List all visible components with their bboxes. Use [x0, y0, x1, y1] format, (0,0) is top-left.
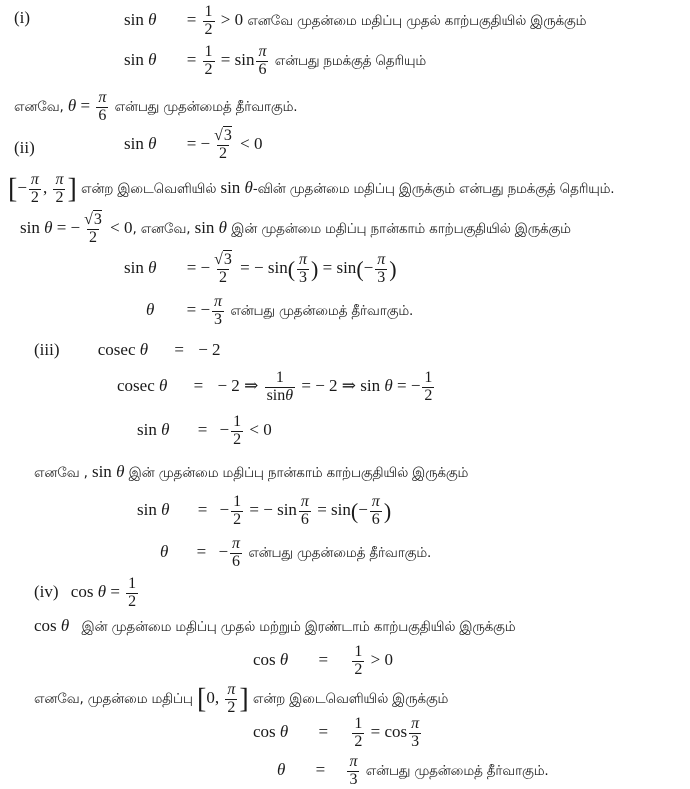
- part-iii-eq4: sin θ = − $\frac{1}{2}$ = − sin $\frac{\pi}{6}$ = sin(− $\frac{\pi}{6}$ ): [137, 493, 392, 528]
- part-iii-eq3: sin θ = − $\frac{1}{2}$ < 0: [137, 413, 272, 448]
- part-iii-eq2: cosec θ = − 2 ⇒ $\frac{1}{\sin\theta}$ = − 2 ⇒ sin θ = − $\frac{1}{2}$: [117, 369, 433, 404]
- fraction-half: $\frac{1}{2}$: [204, 3, 213, 38]
- part-label-iv: (iv): [34, 582, 59, 602]
- part-iv-eq1: (iv) cos θ = $\frac{1}{2}$: [34, 575, 137, 610]
- part-i-eq2: sin θ = $\frac{1}{2}$ = sin $\frac{\pi}{6}$ என்பது நமக்குத் தெரியும்: [124, 43, 427, 78]
- part-iii-quadrant: எனவே , sin θ இன் முதன்மை மதிப்பு நான்காம் காற்பகுதியில் இருக்கும்: [34, 462, 469, 481]
- part-iv-quadrant: cos θ இன் முதன்மை மதிப்பு முதல் மற்றும் இரண்டாம் காற்பகுதியில் இருக்கும்: [34, 616, 516, 635]
- part-i-line1: [14, 8, 30, 28]
- part-ii-interval-line: [− $\frac{\pi}{2}$ , $\frac{\pi}{2}$ ] என்ற இடைவெளியில் sin θ-வின் முதன்மை மதிப்பு இருக்கும் என்பது நமக்குத் தெரியும்.: [8, 171, 615, 206]
- part-iv-eq2: cos θ = $\frac{1}{2}$ > 0: [253, 643, 393, 678]
- part-label-iii: (iii): [34, 340, 60, 359]
- part-ii-eq2: sin θ = − $\frac{√3}{2}$ < 0, எனவே, sin θ இன் முதன்மை மதிப்பு நான்காம் காற்பகுதியில் இருக்கும்: [20, 211, 571, 246]
- part-iii-conclusion: θ = − $\frac{\pi}{6}$ என்பது முதன்மைத் தீர்வாகும்.: [160, 535, 432, 570]
- part-label-i: (i): [14, 8, 31, 27]
- part-i-conclusion: எனவே, θ = $\frac{\pi}{6}$ என்பது முதன்மைத் தீர்வாகும்.: [14, 89, 298, 124]
- part-ii-label: [14, 138, 35, 158]
- part-iii-eq1: (iii) cosec θ = − 2: [34, 340, 221, 359]
- part-ii-conclusion: θ = − $\frac{\pi}{3}$ என்பது முதன்மைத் தீர்வாகும்.: [146, 293, 414, 328]
- part-ii-eq1: sin θ = − $\frac{√3}{2}$ < 0: [124, 127, 263, 162]
- part-iv-conclusion: θ = $\frac{\pi}{3}$ என்பது முதன்மைத் தீர்வாகும்.: [277, 753, 549, 788]
- part-label-ii: (ii): [14, 138, 35, 157]
- part-iv-eq3: cos θ = $\frac{1}{2}$ = cos $\frac{\pi}{3}$: [253, 715, 420, 750]
- part-iv-interval: எனவே, முதன்மை மதிப்பு [0, $\frac{\pi}{2}$ ] என்ற இடைவெளியில் இருக்கும்: [34, 681, 449, 716]
- part-i-eq1: sin θ = $\frac{1}{2}$ > 0 எனவே முதன்மை மதிப்பு முதல் காற்பகுதியில் இருக்கும்: [124, 3, 587, 38]
- part-ii-eq3: sin θ = − $\frac{√3}{2}$ = − sin( $\frac{\pi}{3}$ ) = sin(− $\frac{\pi}{3}$ ): [124, 251, 397, 286]
